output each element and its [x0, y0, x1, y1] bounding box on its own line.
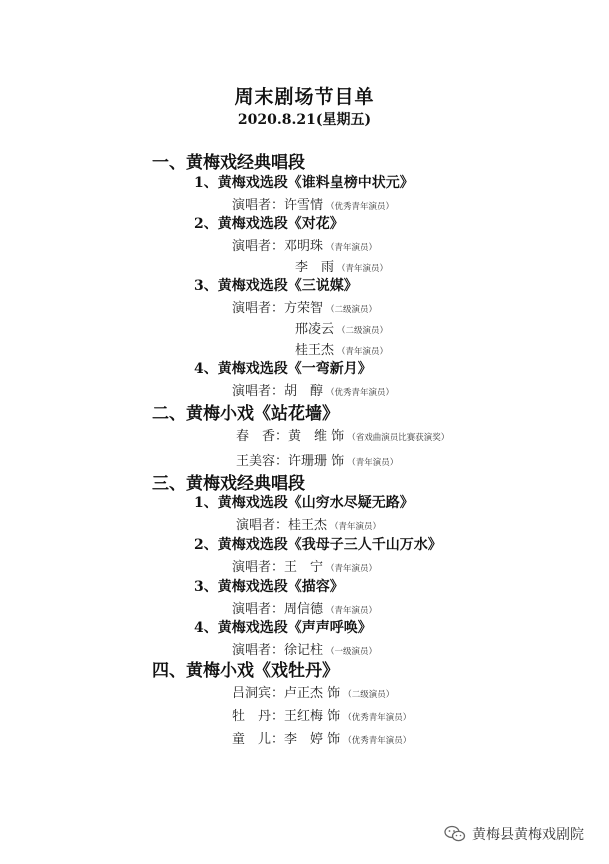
- performer-line: [232, 556, 377, 575]
- role-label: 演唱者：: [232, 643, 285, 658]
- act-label: 饰: [327, 732, 341, 747]
- performer-name: 胡 醇: [284, 384, 324, 399]
- performer-name: 邢凌云: [295, 322, 335, 337]
- role-label: 演唱者：: [232, 602, 285, 617]
- performer-name: 方荣智: [284, 301, 324, 316]
- section-heading-4: 四、黄梅小戏《戏牡丹》: [152, 661, 339, 681]
- performer-name: 王红梅: [284, 709, 324, 724]
- performer-note: （优秀青年演员）: [326, 202, 395, 212]
- performer-line: [295, 256, 388, 275]
- item-title: 2、黄梅戏选段《我母子三人千山万水》: [194, 537, 442, 553]
- role-label: 演唱者：: [232, 560, 285, 575]
- act-label: 饰: [327, 709, 341, 724]
- cast-line: [232, 682, 394, 701]
- account-name: 黄梅县黄梅戏剧院: [472, 827, 584, 843]
- program-date: 2020.8.21(星期五): [237, 112, 372, 128]
- performer-name: 徐记柱: [284, 643, 324, 658]
- performer-line: [232, 235, 377, 254]
- cast-line: [236, 450, 398, 469]
- account-watermark: [444, 824, 584, 844]
- act-label: 饰: [327, 686, 341, 701]
- performer-note: （青年演员）: [330, 522, 382, 532]
- item-title: 4、黄梅戏选段《声声呼唤》: [194, 620, 372, 636]
- performer-note: （青年演员）: [337, 264, 389, 274]
- performer-note: （省戏曲演员比赛获演奖）: [347, 433, 450, 443]
- performer-name: 邓明珠: [284, 239, 324, 254]
- performer-line: [236, 514, 381, 533]
- cast-line: [236, 425, 449, 444]
- performer-note: （青年演员）: [326, 243, 378, 253]
- performer-line: [295, 318, 388, 337]
- performer-note: （青年演员）: [326, 606, 378, 616]
- performer-name: 周信德: [284, 602, 324, 617]
- item-title: 3、黄梅戏选段《三说媒》: [194, 278, 358, 294]
- role-label: 王美容：: [236, 454, 289, 469]
- item-title: 1、黄梅戏选段《谁料皇榜中状元》: [194, 175, 414, 191]
- act-label: 饰: [331, 454, 345, 469]
- role-label: 演唱者：: [236, 518, 289, 533]
- wechat-icon: [444, 825, 466, 843]
- performer-name: 卢正杰: [284, 686, 324, 701]
- performer-note: （二级演员）: [337, 326, 389, 336]
- performer-line: [232, 194, 394, 213]
- performer-note: （二级演员）: [343, 690, 395, 700]
- performer-note: （优秀青年演员）: [343, 713, 412, 723]
- item-title: 3、黄梅戏选段《描容》: [194, 579, 344, 595]
- performer-note: （青年演员）: [347, 458, 399, 468]
- performer-name: 李 雨: [295, 260, 335, 275]
- performer-note: （优秀青年演员）: [326, 388, 395, 398]
- role-label: 演唱者：: [232, 301, 285, 316]
- performer-name: 桂王杰: [295, 343, 335, 358]
- performer-name: 桂王杰: [288, 518, 328, 533]
- item-title: 1、黄梅戏选段《山穷水尽疑无路》: [194, 495, 414, 511]
- role-label: 演唱者：: [232, 198, 285, 213]
- performer-note: （青年演员）: [337, 347, 389, 357]
- performer-line: [295, 339, 388, 358]
- section-heading-3: 三、黄梅戏经典唱段: [152, 474, 305, 494]
- performer-name: 李 婷: [284, 732, 324, 747]
- item-title: 4、黄梅戏选段《一弯新月》: [194, 361, 372, 377]
- role-label: 牡 丹：: [232, 709, 285, 724]
- performer-name: 许雪情: [284, 198, 324, 213]
- role-label: 春 香：: [236, 429, 289, 444]
- section-heading-1: 一、黄梅戏经典唱段: [152, 153, 305, 173]
- performer-line: [232, 297, 377, 316]
- act-label: 饰: [331, 429, 345, 444]
- performer-line: [232, 598, 377, 617]
- role-label: 吕洞宾：: [232, 686, 285, 701]
- page-title: 周末剧场节目单: [234, 86, 375, 108]
- performer-name: 王 宁: [284, 560, 324, 575]
- performer-note: （一级演员）: [326, 647, 378, 657]
- performer-name: 许珊珊: [288, 454, 328, 469]
- performer-note: （二级演员）: [326, 305, 378, 315]
- performer-note: （青年演员）: [326, 564, 378, 574]
- performer-name: 黄 维: [288, 429, 328, 444]
- cast-line: [232, 705, 411, 724]
- item-title: 2、黄梅戏选段《对花》: [194, 216, 344, 232]
- role-label: 演唱者：: [232, 239, 285, 254]
- cast-line: [232, 728, 411, 747]
- performer-line: [232, 380, 394, 399]
- section-heading-2: 二、黄梅小戏《站花墙》: [152, 404, 339, 424]
- role-label: 演唱者：: [232, 384, 285, 399]
- performer-note: （优秀青年演员）: [343, 736, 412, 746]
- role-label: 童 儿：: [232, 732, 285, 747]
